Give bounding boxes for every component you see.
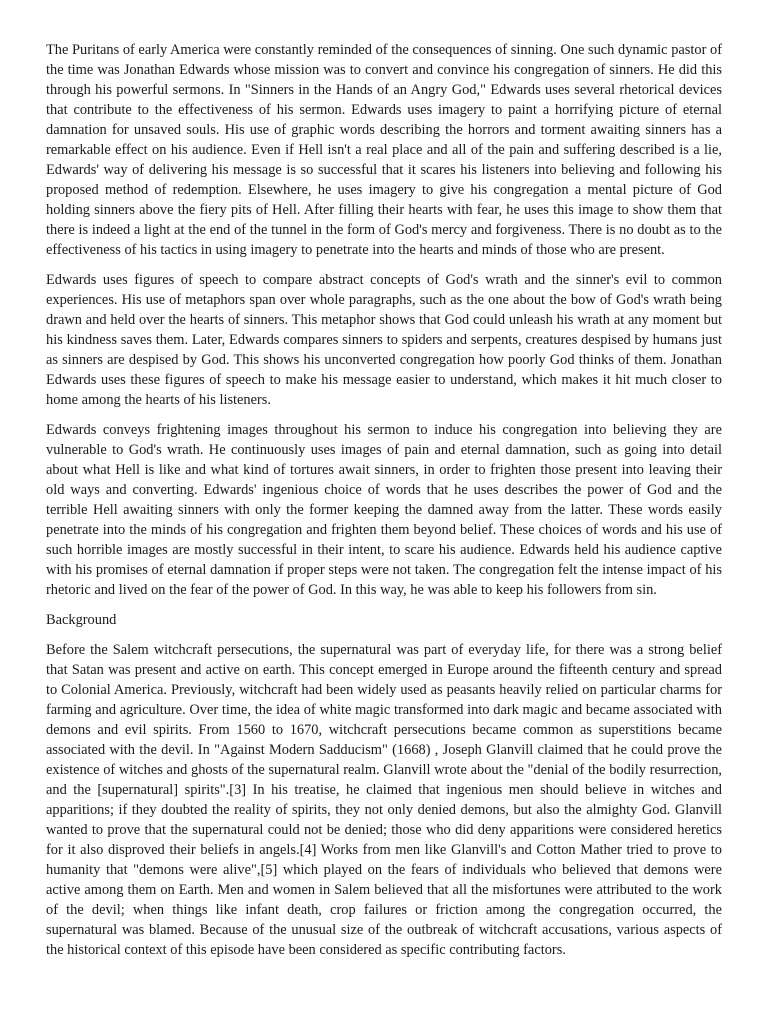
document-page (46, 40, 722, 970)
section-heading-background: Background (46, 612, 117, 628)
paragraph-imagery: The Puritans of early America were constantly reminded of the consequences of sinning. One such dynamic pastor of the time was Jonathan Edwards whose mission was to convert and convince his congregation of sinners. He did this through his powerful sermons. In "Sinners in the Hands of an Angry God," Edwards uses several rhetorical devices that contribute to the effectiveness of his sermon. Edwards uses imagery to paint a horrifying picture of eternal damnation for unsaved souls. His use of graphic words describing the horrors and torment awaiting sinners has a remarkable effect on his audience. Even if Hell isn't a real place and all of the pain and suffering described is a lie, Edwards' way of delivering his message is so successful that it scares his listeners into believing and following his proposed method of redemption. Elsewhere, he uses imagery to give his congregation a mental picture of God holding sinners above the fiery pits of Hell. After filling their hearts with fear, he uses this image to show them that there is indeed a light at the end of the tunnel in the form of God's mercy and forgiveness. There is no doubt as to the effectiveness of his tactics in using imagery to penetrate into the hearts and minds of those who are present. (46, 42, 722, 258)
paragraph-frightening-images: Edwards conveys frightening images throughout his sermon to induce his congregation into believing they are vulnerable to God's wrath. He continuously uses images of pain and eternal damnation, such as going into detail about what Hell is like and what kind of tortures await sinners, in order to frighten those present into leaving their old ways and converting. Edwards' ingenious choice of words that he uses describes the power of God and the terrible Hell awaiting sinners with only the former keeping the damned away from the latter. These words easily penetrate into the minds of his congregation and frighten them beyond belief. These choices of words and his use of such horrible images are mostly successful in their intent, to scare his audience. Edwards held his audience captive with his promises of eternal damnation if proper steps were not taken. The congregation felt the intense impact of his rhetoric and lived on the fear of the power of God. In this way, he was able to keep his followers from sin. (46, 422, 722, 598)
paragraph-figures-of-speech: Edwards uses figures of speech to compare abstract concepts of God's wrath and the sinner's evil to common experiences. His use of metaphors span over whole paragraphs, such as the one about the bow of God's wrath being drawn and held over the hearts of sinners. This metaphor shows that God could unleash his wrath at any moment but his kindness saves them. Later, Edwards compares sinners to spiders and serpents, creatures despised by humans just as sinners are despised by God. This shows his unconverted congregation how poorly God thinks of them. Jonathan Edwards uses these figures of speech to make his message easier to understand, which makes it hit much closer to home among the hearts of his listeners. (46, 272, 722, 408)
paragraph-background: Before the Salem witchcraft persecutions, the supernatural was part of everyday life, for there was a strong belief that Satan was present and active on earth. This concept emerged in Europe around the fifteenth century and spread to Colonial America. Previously, witchcraft had been widely used as peasants heavily relied on particular charms for farming and agriculture. Over time, the idea of white magic transformed into dark magic and became associated with demons and evil spirits. From 1560 to 1670, witchcraft persecutions became common as superstitions became associated with the devil. In "Against Modern Sadducism" (1668) , Joseph Glanvill claimed that he could prove the existence of witches and ghosts of the supernatural realm. Glanvill wrote about the "denial of the bodily resurrection, and the [supernatural] spirits".[3] In his treatise, he claimed that ingenious men should believe in witches and apparitions; if they doubted the reality of spirits, they not only denied demons, but also the almighty God. Glanvill wanted to prove that the supernatural could not be denied; those who did deny apparitions were considered heretics for it also disproved their beliefs in angels.[4] Works from men like Glanvill's and Cotton Mather tried to prove to humanity that "demons were alive",[5] which played on the fears of individuals who believed that demons were active among them on Earth. Men and women in Salem believed that all the misfortunes were attributed to the work of the devil; when things like infant death, crop failures or friction among the congregation occurred, the supernatural was blamed. Because of the unusual size of the outbreak of witchcraft accusations, various aspects of the historical context of this episode have been considered as specific contributing factors. (46, 642, 722, 958)
